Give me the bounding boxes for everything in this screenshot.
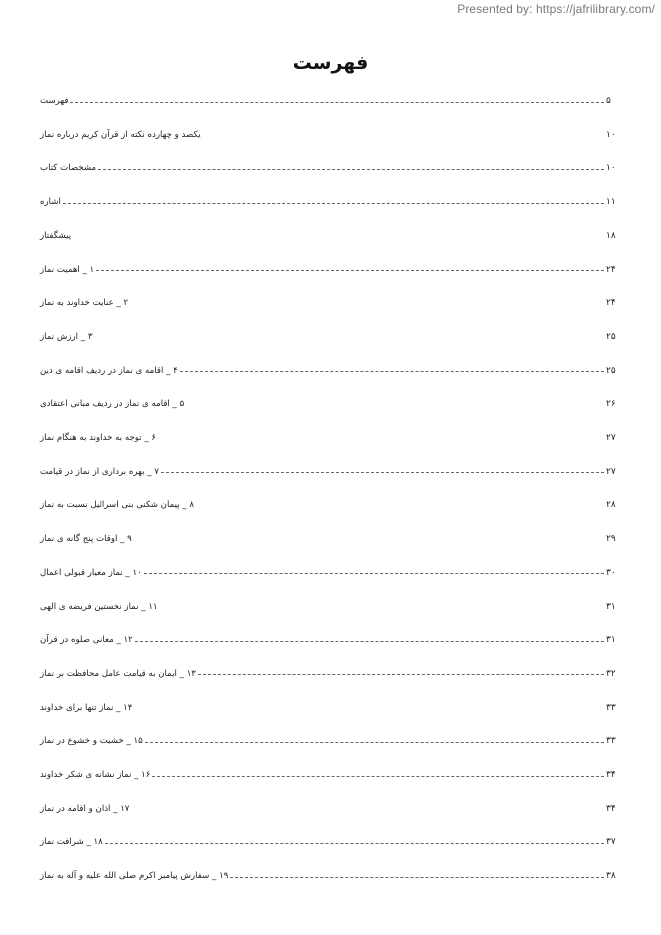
toc-entry-page-number: ۳۴ xyxy=(606,770,616,780)
toc-entry-page-number: ۳۱ xyxy=(606,601,616,612)
dotted-leader xyxy=(98,169,604,170)
toc-entry-label: پیشگفتار xyxy=(40,230,72,241)
toc-entry-page-number: ۲۴ xyxy=(606,298,616,309)
toc-entry-label: اشاره xyxy=(40,197,61,208)
toc-entry-page-number: ۳۲ xyxy=(606,668,616,679)
toc-entry-label: مشخصات کتاب xyxy=(40,163,97,174)
dotted-leader xyxy=(230,877,604,878)
dotted-leader xyxy=(144,573,604,574)
toc-entry-page-number: ۱۰ xyxy=(606,163,616,174)
toc-entry[interactable] xyxy=(38,91,624,111)
toc-entry[interactable] xyxy=(38,866,624,886)
toc-entry[interactable] xyxy=(38,731,624,751)
toc-entry-page-number: ۳۷ xyxy=(606,837,616,848)
toc-entry[interactable] xyxy=(38,192,624,212)
toc-entry[interactable] xyxy=(38,563,624,583)
dotted-leader xyxy=(70,102,604,103)
toc-entry[interactable] xyxy=(38,226,624,246)
toc-entry[interactable] xyxy=(38,428,624,448)
toc-entry-page-number: ۲۷ xyxy=(606,466,616,477)
toc-entry-label: ۱۸ _ شرافت نماز xyxy=(40,837,103,848)
toc-entry-label: ۷ _ بهره برداری از نماز در قیامت xyxy=(40,466,159,477)
toc-entry-page-number: ۲۵ xyxy=(606,365,616,376)
toc-entry-page-number: ۳۳ xyxy=(606,702,616,713)
toc-entry-page-number: ۲۷ xyxy=(606,433,616,443)
toc-entry[interactable] xyxy=(38,125,624,145)
toc-entry[interactable] xyxy=(38,394,624,414)
watermark-text: Presented by: https://jafrilibrary.com/ xyxy=(457,2,655,16)
toc-entry[interactable] xyxy=(38,158,624,178)
toc-entry-page-number: ۲۴ xyxy=(606,264,616,275)
toc-entry[interactable] xyxy=(38,664,624,684)
dotted-leader xyxy=(145,742,604,743)
toc-entry[interactable] xyxy=(38,630,624,650)
dotted-leader xyxy=(161,472,604,473)
toc-entry-label: ۸ _ پیمان شکنی بنی اسرائیل نسبت به نماز xyxy=(40,500,194,511)
toc-entry[interactable] xyxy=(38,293,624,313)
toc-entry-label: فهرست xyxy=(40,96,69,106)
toc-entry[interactable] xyxy=(38,462,624,482)
toc-entry[interactable] xyxy=(38,495,624,515)
toc-entry-label: یکصد و چهارده نکته از قرآن کریم درباره نماز xyxy=(40,129,201,140)
toc-entry[interactable] xyxy=(38,361,624,381)
toc-entry-page-number: ۱۸ xyxy=(606,230,616,241)
toc-entry-label: ۱۶ _ نماز نشانه ی شکر خداوند xyxy=(40,770,151,780)
toc-entry[interactable] xyxy=(38,597,624,617)
toc-entry-page-number: ۳۳ xyxy=(606,736,616,747)
toc-entry[interactable] xyxy=(38,327,624,347)
toc-entry-label: ۱۳ _ ایمان به قیامت عامل محافظت بر نماز xyxy=(40,668,196,679)
toc-entry-page-number: ۳۴ xyxy=(606,803,616,814)
dotted-leader xyxy=(135,641,604,642)
toc-entry[interactable] xyxy=(38,698,624,718)
toc-entry-label: ۱۹ _ سفارش پیامبر اکرم صلی الله علیه و آله به نماز xyxy=(40,871,229,882)
toc-entry-label: ۱۰ _ نماز معیار قبولی اعمال xyxy=(40,567,142,578)
toc-entry[interactable] xyxy=(38,529,624,549)
toc-entry[interactable] xyxy=(38,765,624,785)
toc-entry-label: ۱۱ _ نماز نخستین فریضه ی الهی xyxy=(40,601,158,612)
toc-entry-label: ۱۲ _ معانی صلوه در قرآن xyxy=(40,635,133,646)
toc-entry-label: ۱۴ _ نماز تنها برای خداوند xyxy=(40,702,133,713)
toc-entry-label: ۵ _ اقامه ی نماز در ردیف مبانی اعتقادی xyxy=(40,399,185,410)
toc-entry-page-number: ۲۶ xyxy=(606,399,616,410)
toc-entry[interactable] xyxy=(38,799,624,819)
toc-entry-label: ۴ _ اقامه ی نماز در ردیف اقامه ی دین xyxy=(40,365,178,376)
toc-entry-label: ۱۷ _ اذان و اقامه در نماز xyxy=(40,803,130,814)
toc-entry[interactable] xyxy=(38,832,624,852)
dotted-leader xyxy=(105,843,604,844)
dotted-leader xyxy=(180,371,604,372)
toc-entry-page-number: ۲۸ xyxy=(606,500,616,511)
dotted-leader xyxy=(198,674,604,675)
toc-entry-page-number: ۳۸ xyxy=(606,871,616,882)
dotted-leader xyxy=(63,203,604,204)
toc-entry-label: ۱ _ اهمیت نماز xyxy=(40,264,95,275)
dotted-leader xyxy=(152,776,604,777)
toc-entry-label: ۱۵ _ خشیت و خشوع در نماز xyxy=(40,736,143,747)
toc-entry-page-number: ۵ xyxy=(606,96,611,106)
page-title: فهرست xyxy=(292,52,369,74)
toc-entry[interactable] xyxy=(38,260,624,280)
toc-entry-page-number: ۱۱ xyxy=(606,197,616,208)
toc-entry-label: ۲ _ عنایت خداوند به نماز xyxy=(40,298,129,309)
toc-entry-page-number: ۲۹ xyxy=(606,534,616,545)
toc-entry-page-number: ۱۰ xyxy=(606,129,616,140)
toc-entry-label: ۶ _ توجه به خداوند به هنگام نماز xyxy=(40,433,156,443)
toc-entry-page-number: ۳۱ xyxy=(606,635,616,646)
toc-entry-page-number: ۳۰ xyxy=(606,567,616,578)
toc-entry-label: ۳ _ ارزش نماز xyxy=(40,331,93,342)
toc-entry-label: ۹ _ اوقات پنج گانه ی نماز xyxy=(40,534,132,545)
toc-entry-page-number: ۲۵ xyxy=(606,331,616,342)
dotted-leader xyxy=(96,270,604,271)
